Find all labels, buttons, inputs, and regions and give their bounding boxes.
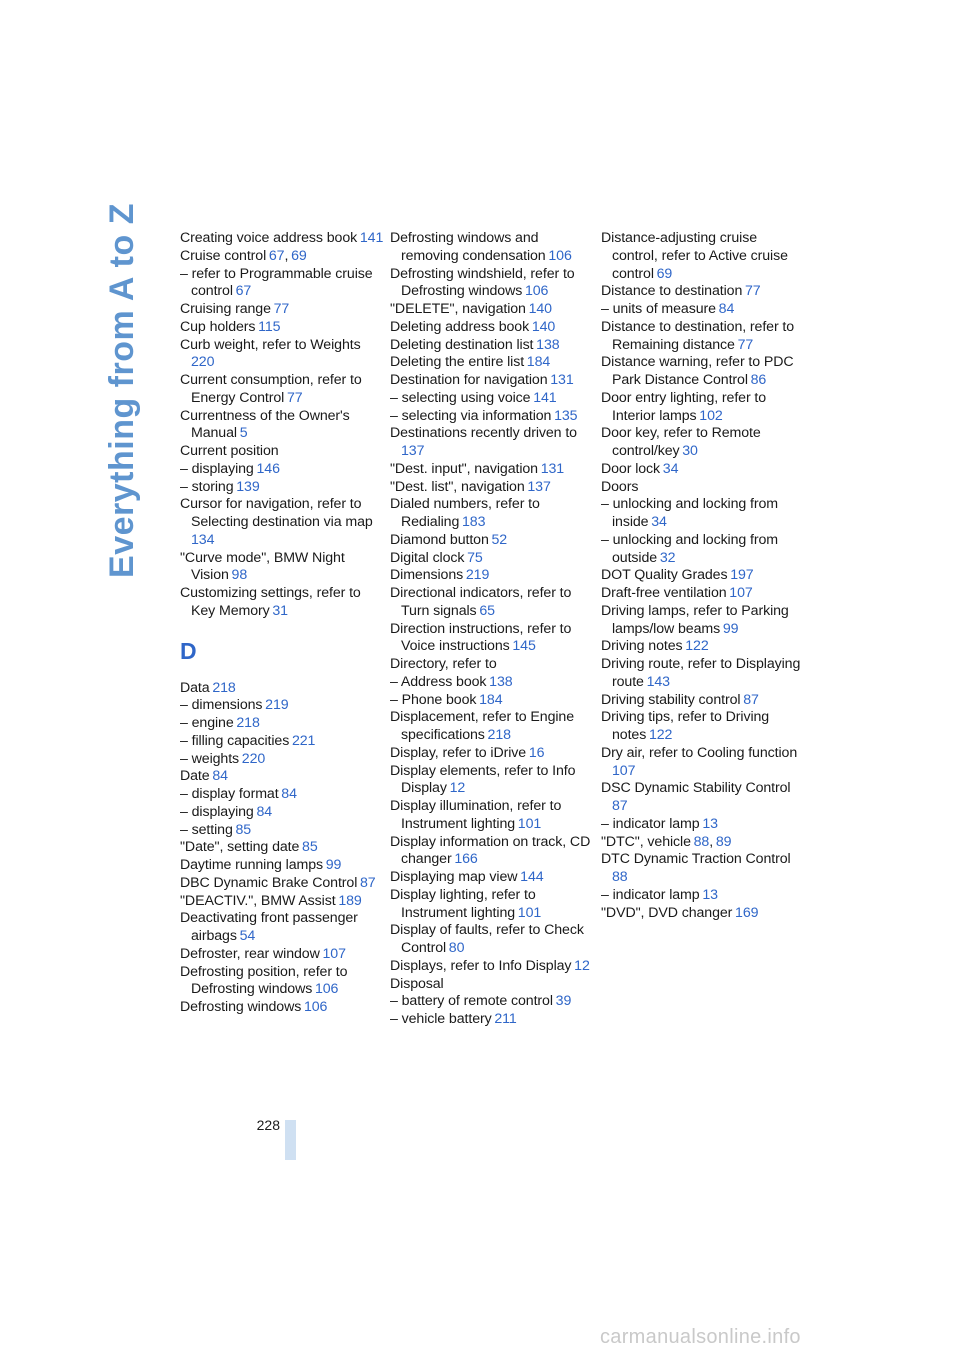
page-reference-link[interactable]: 138 bbox=[536, 336, 560, 353]
index-term: Distance to destination bbox=[601, 283, 743, 300]
index-term: Defrosting windows bbox=[180, 999, 302, 1015]
page-reference-link[interactable]: 69 bbox=[656, 265, 673, 282]
index-entry bbox=[601, 319, 806, 355]
index-term: Deactivating front passenger airbags bbox=[180, 910, 358, 944]
index-column-2 bbox=[390, 230, 595, 1029]
page-reference-link[interactable]: 77 bbox=[273, 301, 290, 317]
page-reference-link[interactable]: 169 bbox=[735, 904, 759, 921]
page-reference-link[interactable]: 12 bbox=[574, 957, 590, 974]
page-reference-link[interactable]: 106 bbox=[548, 247, 572, 264]
index-entry bbox=[390, 887, 595, 923]
page-reference-link[interactable]: 34 bbox=[651, 514, 667, 530]
index-term: Driving lamps, refer to Parking lamps/low beams bbox=[601, 602, 789, 637]
index-term: Disposal bbox=[390, 975, 444, 992]
index-term: Distance warning, refer to PDC Park Distance Control bbox=[601, 354, 794, 388]
index-term: Current consumption, refer to Energy Control bbox=[180, 372, 362, 406]
page-reference-link[interactable]: 137 bbox=[527, 478, 551, 495]
page-reference-link[interactable]: 101 bbox=[517, 815, 542, 832]
index-term: Digital clock bbox=[390, 549, 465, 566]
index-term: Diamond button bbox=[390, 531, 489, 548]
page-reference-link[interactable]: 220 bbox=[191, 354, 215, 371]
index-entry bbox=[390, 461, 595, 479]
index-entry bbox=[180, 715, 385, 733]
page-reference-link[interactable]: 84 bbox=[212, 768, 228, 785]
index-entry bbox=[390, 745, 595, 763]
page-reference-link[interactable]: 85 bbox=[235, 821, 252, 838]
index-entry bbox=[180, 893, 385, 911]
page-reference-link[interactable]: 143 bbox=[646, 673, 670, 690]
index-entry bbox=[390, 230, 595, 266]
page-ref-separator: , bbox=[284, 247, 289, 264]
index-term: Deleting the entire list bbox=[390, 354, 525, 371]
index-term: Cursor for navigation, refer to Selecting destination via map bbox=[180, 496, 373, 530]
page-reference-link[interactable]: 137 bbox=[401, 443, 425, 459]
index-term: – filling capacities bbox=[180, 732, 290, 749]
index-term: Cruising range bbox=[180, 301, 271, 317]
index-entry bbox=[601, 425, 806, 461]
page-reference-link[interactable]: 140 bbox=[531, 318, 556, 335]
page-reference-link[interactable]: 30 bbox=[682, 443, 698, 459]
index-term: "DTC", vehicle bbox=[601, 833, 691, 850]
page-reference-link[interactable]: 99 bbox=[722, 620, 739, 637]
index-term: Display elements, refer to Info Display bbox=[390, 762, 576, 797]
page-reference-link[interactable]: 106 bbox=[303, 999, 328, 1015]
index-entry bbox=[390, 674, 595, 692]
index-entry bbox=[180, 964, 385, 1000]
index-term: Directory, refer to bbox=[390, 656, 497, 672]
index-entry bbox=[601, 905, 806, 923]
index-entry bbox=[180, 248, 385, 266]
page-reference-link[interactable]: 5 bbox=[239, 425, 248, 442]
page-reference-link[interactable]: 69 bbox=[291, 247, 307, 264]
index-term: Doors bbox=[601, 478, 639, 495]
index-term: – refer to Programmable cruise control bbox=[180, 265, 373, 300]
page-reference-link[interactable]: 80 bbox=[448, 940, 465, 956]
index-entry bbox=[390, 709, 595, 745]
index-term: Direction instructions, refer to Voice instructions bbox=[390, 620, 572, 655]
index-term: Displays, refer to Info Display bbox=[390, 957, 572, 974]
index-term: – unlocking and locking from inside bbox=[601, 496, 779, 530]
index-term: Display illumination, refer to Instrument lighting bbox=[390, 798, 562, 832]
index-term: Door entry lighting, refer to Interior lamps bbox=[601, 389, 767, 424]
page-reference-link[interactable]: 218 bbox=[487, 727, 511, 743]
index-entry bbox=[180, 301, 385, 319]
index-term: Cup holders bbox=[180, 318, 256, 335]
page-reference-link[interactable]: 32 bbox=[659, 549, 676, 566]
index-entry bbox=[180, 461, 385, 479]
page-reference-link[interactable]: 107 bbox=[322, 945, 346, 962]
page-reference-link[interactable]: 13 bbox=[702, 886, 718, 903]
index-entry bbox=[601, 780, 806, 816]
index-entry bbox=[601, 603, 806, 639]
index-term: Door key, refer to Remote control/key bbox=[601, 425, 761, 459]
index-entry bbox=[180, 550, 385, 586]
page-reference-link[interactable]: 101 bbox=[517, 904, 542, 921]
page-reference-link[interactable]: 122 bbox=[685, 638, 709, 655]
index-term: Customizing settings, refer to Key Memory bbox=[180, 585, 361, 619]
index-term: Deleting address book bbox=[390, 318, 530, 335]
index-entry bbox=[180, 266, 385, 302]
index-term: Defroster, rear window bbox=[180, 945, 320, 962]
index-term: Destination for navigation bbox=[390, 372, 548, 388]
index-entry bbox=[390, 763, 595, 799]
index-term: "DEACTIV.", BMW Assist bbox=[180, 892, 336, 909]
index-term: – storing bbox=[180, 478, 234, 495]
index-entry bbox=[601, 851, 806, 887]
page-reference-link[interactable]: 145 bbox=[512, 638, 536, 655]
index-term: Defrosting position, refer to Defrosting windows bbox=[180, 963, 348, 998]
page-reference-link[interactable]: 138 bbox=[489, 673, 513, 690]
index-term: Destinations recently driven to bbox=[390, 425, 577, 442]
index-entry bbox=[601, 585, 806, 603]
index-entry bbox=[180, 697, 385, 715]
page-reference-link[interactable]: 34 bbox=[662, 460, 679, 477]
page-reference-link[interactable]: 131 bbox=[540, 460, 565, 477]
index-entry bbox=[180, 822, 385, 840]
index-term: – battery of remote control bbox=[390, 993, 553, 1010]
index-term: Draft-free ventilation bbox=[601, 585, 727, 601]
index-entry bbox=[180, 839, 385, 857]
index-entry bbox=[180, 999, 385, 1017]
index-entry bbox=[390, 692, 595, 710]
page-reference-link[interactable]: 16 bbox=[528, 744, 545, 761]
index-entry bbox=[390, 1011, 595, 1029]
index-term: Currentness of the Owner's Manual bbox=[180, 407, 350, 442]
index-term: Display, refer to iDrive bbox=[390, 744, 527, 761]
index-term: Cruise control bbox=[180, 247, 267, 264]
index-term: "Dest. list", navigation bbox=[390, 478, 525, 495]
index-term: – display format bbox=[180, 786, 279, 802]
index-term: – displaying bbox=[180, 460, 254, 477]
index-term: Deleting destination list bbox=[390, 336, 534, 353]
index-entry bbox=[601, 692, 806, 710]
page-reference-link[interactable]: 183 bbox=[462, 514, 486, 530]
page-reference-link[interactable]: 218 bbox=[212, 679, 236, 696]
page-reference-link[interactable]: 115 bbox=[258, 318, 281, 335]
index-entry bbox=[180, 319, 385, 337]
page-reference-link[interactable]: 77 bbox=[745, 283, 761, 300]
index-entry bbox=[390, 834, 595, 870]
page-reference-link[interactable]: 135 bbox=[554, 407, 578, 424]
index-term: Driving tips, refer to Driving notes bbox=[601, 709, 770, 743]
page-reference-link[interactable]: 87 bbox=[612, 798, 628, 814]
index-entry bbox=[601, 567, 806, 585]
page-reference-link[interactable]: 184 bbox=[479, 691, 503, 708]
page-reference-link[interactable]: 65 bbox=[479, 602, 495, 619]
index-term: – indicator lamp bbox=[601, 886, 700, 903]
page-reference-link[interactable]: 77 bbox=[286, 389, 303, 406]
index-entry bbox=[390, 319, 595, 337]
page-reference-link[interactable]: 84 bbox=[256, 803, 273, 820]
index-term: Display information on track, CD changer bbox=[390, 833, 591, 868]
page-reference-link[interactable]: 139 bbox=[236, 478, 260, 495]
page-reference-link[interactable]: 106 bbox=[314, 981, 339, 998]
index-term: Displaying map view bbox=[390, 869, 518, 885]
index-entry bbox=[390, 390, 595, 408]
index-term: DBC Dynamic Brake Control bbox=[180, 874, 358, 891]
index-term: Distance to destination, refer to Remaining distance bbox=[601, 318, 795, 353]
index-entry bbox=[390, 798, 595, 834]
index-entry bbox=[390, 585, 595, 621]
index-term: – Address book bbox=[390, 673, 487, 690]
page-reference-link[interactable]: 211 bbox=[494, 1011, 517, 1027]
index-term: – indicator lamp bbox=[601, 815, 700, 832]
watermark: carmanualsonline.info bbox=[600, 1326, 801, 1348]
page-reference-link[interactable]: 184 bbox=[526, 354, 551, 371]
index-entry bbox=[601, 834, 806, 852]
index-entry bbox=[180, 408, 385, 444]
index-entry bbox=[180, 585, 385, 621]
section-letter-heading: D bbox=[180, 637, 197, 664]
index-term: "DELETE", navigation bbox=[390, 301, 526, 317]
index-entry bbox=[390, 922, 595, 958]
page-reference-link[interactable]: 87 bbox=[360, 874, 376, 891]
page-reference-link[interactable]: 89 bbox=[715, 833, 732, 850]
index-term: – vehicle battery bbox=[390, 1011, 492, 1027]
page-number: 228 bbox=[256, 1117, 280, 1133]
page-reference-link[interactable]: 141 bbox=[359, 230, 384, 246]
page-reference-link[interactable]: 219 bbox=[265, 697, 289, 714]
index-entry bbox=[601, 479, 806, 497]
index-entry bbox=[180, 230, 385, 248]
page-reference-link[interactable]: 146 bbox=[256, 460, 280, 477]
index-entry bbox=[601, 461, 806, 479]
index-entry bbox=[601, 496, 806, 532]
side-title bbox=[100, 202, 144, 578]
index-term: Display of faults, refer to Check Control bbox=[390, 922, 584, 956]
index-term: DOT Quality Grades bbox=[601, 567, 728, 584]
index-entry bbox=[180, 443, 385, 461]
page-reference-link[interactable]: 106 bbox=[524, 283, 549, 300]
index-term: "DVD", DVD changer bbox=[601, 904, 733, 921]
index-term: – Phone book bbox=[390, 691, 477, 708]
page-reference-link[interactable]: 13 bbox=[702, 815, 718, 832]
index-term: – units of measure bbox=[601, 301, 716, 317]
index-term: Directional indicators, refer to Turn signals bbox=[390, 585, 572, 619]
page-reference-link[interactable]: 102 bbox=[699, 407, 723, 424]
index-term: – unlocking and locking from outside bbox=[601, 531, 779, 566]
index-entry bbox=[390, 408, 595, 426]
index-entry bbox=[180, 337, 385, 373]
page-reference-link[interactable]: 12 bbox=[449, 780, 466, 797]
index-entry bbox=[180, 479, 385, 497]
page-reference-link[interactable]: 218 bbox=[236, 715, 260, 731]
index-term: Daytime running lamps bbox=[180, 857, 323, 873]
index-entry bbox=[390, 869, 595, 887]
index-entry bbox=[601, 283, 806, 301]
index-entry bbox=[390, 266, 595, 302]
index-term: DTC Dynamic Traction Control bbox=[601, 851, 791, 868]
index-term: Dimensions bbox=[390, 567, 464, 584]
index-term: – selecting via information bbox=[390, 407, 552, 424]
index-entry bbox=[601, 816, 806, 834]
page-reference-link[interactable]: 84 bbox=[718, 301, 735, 317]
index-entry bbox=[180, 875, 385, 893]
index-entry bbox=[180, 372, 385, 408]
index-term: Dry air, refer to Cooling function bbox=[601, 744, 798, 761]
page-reference-link[interactable]: 98 bbox=[231, 567, 248, 584]
page-reference-link[interactable]: 144 bbox=[520, 869, 544, 885]
page-reference-link[interactable]: 39 bbox=[555, 993, 572, 1010]
page-reference-link[interactable]: 88 bbox=[612, 869, 628, 885]
page-reference-link[interactable]: 221 bbox=[291, 732, 316, 749]
index-entry bbox=[180, 496, 385, 549]
index-term: "Curve mode", BMW Night Vision bbox=[180, 549, 345, 584]
index-entry bbox=[390, 337, 595, 355]
index-term: Driving stability control bbox=[601, 691, 741, 708]
index-column-1 bbox=[180, 230, 385, 1017]
index-term: DSC Dynamic Stability Control bbox=[601, 780, 791, 797]
index-term: Displacement, refer to Engine specifications bbox=[390, 709, 574, 743]
index-entry bbox=[180, 786, 385, 804]
index-term: Curb weight, refer to Weights bbox=[180, 336, 361, 353]
index-term: – engine bbox=[180, 715, 234, 731]
page-reference-link[interactable]: 86 bbox=[750, 372, 767, 388]
index-entry bbox=[390, 372, 595, 390]
page-reference-link[interactable]: 77 bbox=[737, 336, 754, 353]
page-reference-link[interactable]: 107 bbox=[729, 585, 753, 601]
index-entry bbox=[390, 621, 595, 657]
index-entry bbox=[180, 804, 385, 822]
index-term: Defrosting windows and removing condensation bbox=[390, 230, 546, 264]
page-reference-link[interactable]: 166 bbox=[454, 851, 478, 868]
index-entry bbox=[180, 680, 385, 698]
page-reference-link[interactable]: 140 bbox=[528, 301, 552, 317]
page-reference-link[interactable]: 189 bbox=[338, 892, 362, 909]
index-entry bbox=[180, 910, 385, 946]
index-entry bbox=[390, 958, 595, 976]
index-entry bbox=[601, 532, 806, 568]
index-column-3 bbox=[601, 230, 806, 922]
index-term: Data bbox=[180, 679, 210, 696]
index-term: Dialed numbers, refer to Redialing bbox=[390, 496, 540, 530]
page-reference-link[interactable]: 75 bbox=[467, 549, 483, 566]
index-term: Date bbox=[180, 768, 210, 785]
index-term: – displaying bbox=[180, 803, 254, 820]
page-reference-link[interactable]: 54 bbox=[239, 928, 256, 944]
index-entry bbox=[390, 550, 595, 568]
index-term: Door lock bbox=[601, 460, 661, 477]
page-reference-link[interactable]: 31 bbox=[272, 602, 288, 619]
index-term: Creating voice address book bbox=[180, 230, 358, 246]
page-ref-separator: , bbox=[709, 833, 714, 850]
page-reference-link[interactable]: 141 bbox=[533, 389, 557, 406]
side-title-text: Everything from A to Z bbox=[102, 202, 141, 578]
index-entry bbox=[601, 887, 806, 905]
index-entry bbox=[601, 354, 806, 390]
index-entry bbox=[601, 656, 806, 692]
index-term: Display lighting, refer to Instrument lighting bbox=[390, 886, 536, 921]
index-entry bbox=[180, 768, 385, 786]
page-reference-link[interactable]: 52 bbox=[491, 531, 508, 548]
index-term: Driving route, refer to Displaying route bbox=[601, 656, 801, 690]
page-reference-link[interactable]: 87 bbox=[743, 691, 759, 708]
index-entry bbox=[601, 301, 806, 319]
page-reference-link[interactable]: 67 bbox=[235, 283, 252, 300]
index-term: – weights bbox=[180, 750, 240, 767]
index-entry bbox=[390, 532, 595, 550]
page-reference-link[interactable]: 88 bbox=[693, 833, 710, 850]
index-term: Current position bbox=[180, 443, 279, 459]
page-reference-link[interactable]: 131 bbox=[550, 372, 574, 388]
page-reference-link[interactable]: 220 bbox=[241, 750, 266, 767]
index-entry bbox=[601, 638, 806, 656]
index-term: – dimensions bbox=[180, 697, 263, 714]
page-reference-link[interactable]: 99 bbox=[325, 857, 342, 873]
index-term: "Date", setting date bbox=[180, 839, 300, 856]
index-entry bbox=[390, 567, 595, 585]
index-entry bbox=[180, 946, 385, 964]
index-entry bbox=[601, 230, 806, 283]
index-entry bbox=[390, 993, 595, 1011]
page-reference-link[interactable]: 134 bbox=[191, 531, 215, 548]
page-reference-link[interactable]: 107 bbox=[612, 762, 636, 779]
index-term: "Dest. input", navigation bbox=[390, 460, 538, 477]
index-entry bbox=[180, 857, 385, 875]
page-reference-link[interactable]: 122 bbox=[648, 727, 673, 743]
index-entry bbox=[390, 354, 595, 372]
index-term: – selecting using voice bbox=[390, 389, 531, 406]
index-entry bbox=[601, 709, 806, 745]
page-reference-link[interactable]: 84 bbox=[281, 786, 297, 802]
index-entry bbox=[601, 745, 806, 781]
index-entry bbox=[390, 496, 595, 532]
index-term: Distance-adjusting cruise control, refer to Active cruise control bbox=[601, 230, 788, 282]
index-entry bbox=[180, 733, 385, 751]
index-entry bbox=[390, 425, 595, 461]
page-reference-link[interactable]: 85 bbox=[302, 839, 318, 856]
page-marker-bar bbox=[285, 1120, 296, 1160]
index-term: Defrosting windshield, refer to Defrosting windows bbox=[390, 265, 575, 300]
index-entry bbox=[601, 390, 806, 426]
page-reference-link[interactable]: 67 bbox=[268, 247, 285, 264]
index-entry bbox=[390, 976, 595, 994]
index-entry bbox=[390, 656, 595, 674]
index-entry bbox=[180, 751, 385, 769]
page-reference-link[interactable]: 197 bbox=[730, 567, 754, 584]
index-entry bbox=[390, 301, 595, 319]
page-reference-link[interactable]: 219 bbox=[465, 567, 490, 584]
index-term: Driving notes bbox=[601, 638, 683, 655]
index-entry bbox=[390, 479, 595, 497]
index-term: – setting bbox=[180, 821, 233, 838]
